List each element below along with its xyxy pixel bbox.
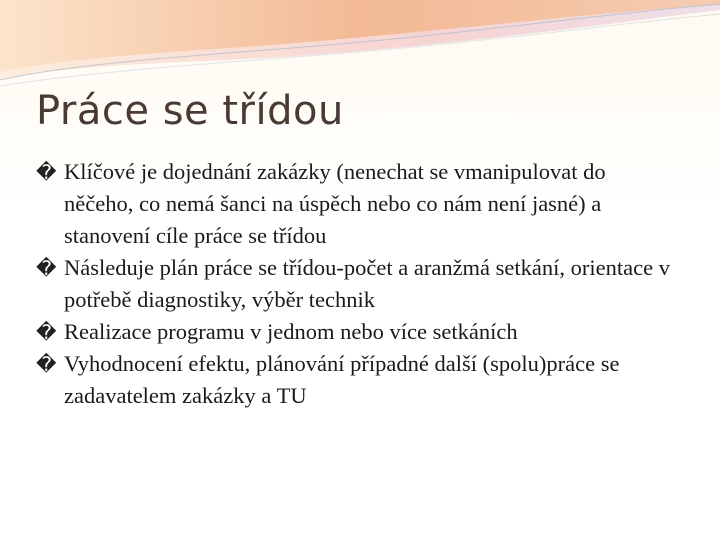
replacement-char-icon: � xyxy=(36,352,57,376)
bullet-text: Klíčové je dojednání zakázky (nenechat se vmanipulovat do něčeho, co nemá šanci na úspěch nebo co nám není jasné) a stanovení cíle práce se třídou xyxy=(64,159,606,248)
bullet-text: Následuje plán práce se třídou-počet a aranžmá setkání, orientace v potřebě diagnostiky, výběr technik xyxy=(64,255,670,312)
slide-title: Práce se třídou xyxy=(36,88,344,134)
bullet-text: Realizace programu v jednom nebo více setkáních xyxy=(64,319,518,344)
replacement-char-icon: � xyxy=(36,320,57,344)
bullet-text: Vyhodnocení efektu, plánování případné další (spolu)práce se zadavatelem zakázky a TU xyxy=(64,351,620,408)
replacement-char-icon: � xyxy=(36,160,57,184)
list-item xyxy=(36,252,676,316)
replacement-char-icon: � xyxy=(36,256,57,280)
bullet-list xyxy=(36,156,676,412)
list-item xyxy=(36,316,676,348)
list-item xyxy=(36,156,676,252)
list-item xyxy=(36,348,676,412)
decorative-swoosh-header xyxy=(0,0,720,90)
